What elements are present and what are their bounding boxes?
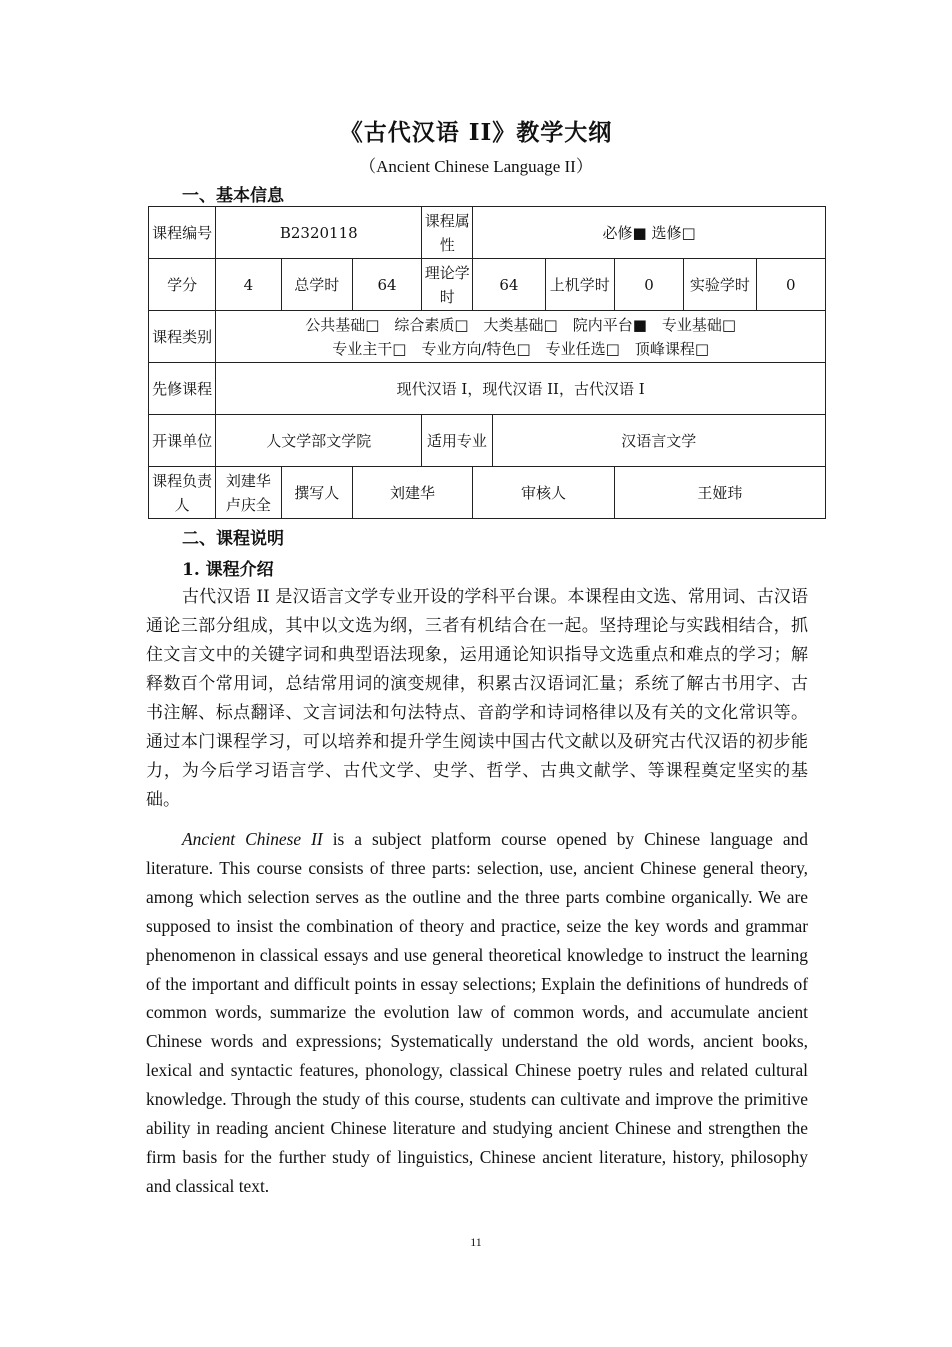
course-category-label: 课程类别 [149,311,216,363]
table-row [149,467,826,519]
table-row [149,259,826,311]
lab-hours-value: 0 [756,259,825,311]
computer-hours-value: 0 [614,259,683,311]
course-attribute-value: 必修■ 选修□ [473,207,826,259]
prerequisite-value: 现代汉语 I，现代汉语 II，古代汉语 I [216,363,826,415]
document-subtitle: （Ancient Chinese Language II） [359,157,593,176]
course-intro-english [146,825,808,1201]
section-heading-course-description: 二、课程说明 [182,529,284,549]
table-row [149,363,826,415]
basic-info-table [148,206,826,519]
category-line-2: 专业主干□ 专业方向/特色□ 专业任选□ 顶峰课程□ [332,339,710,358]
computer-hours-label: 上机学时 [545,259,614,311]
prerequisite-label: 先修课程 [149,363,216,415]
reviewer-label: 审核人 [473,467,615,519]
course-code-label: 课程编号 [149,207,216,259]
theory-hours-label: 理论学时 [422,259,473,311]
reviewer-value: 王娅玮 [614,467,825,519]
course-attribute-label: 课程属性 [422,207,473,259]
writer-label: 撰写人 [281,467,352,519]
course-leader-name-2: 卢庆全 [225,495,271,514]
course-code-value: B2320118 [216,207,422,259]
table-row [149,207,826,259]
page-number: 11 [470,1235,482,1249]
course-leader-label: 课程负责人 [149,467,216,519]
table-row [149,415,826,467]
theory-hours-value: 64 [473,259,545,311]
total-hours-label: 总学时 [281,259,352,311]
document-title: 《古代汉语 II》教学大纲 [339,119,613,146]
course-name-italic: Ancient Chinese II [182,829,323,849]
offering-unit-label: 开课单位 [149,415,216,467]
category-line-1: 公共基础□ 综合素质□ 大类基础□ 院内平台■ 专业基础□ [305,315,737,334]
subsection-heading-course-intro: 1. 课程介绍 [182,560,274,580]
credit-label: 学分 [149,259,216,311]
course-leader-value [216,467,281,519]
total-hours-value: 64 [352,259,421,311]
course-leader-name-1: 刘建华 [225,471,271,490]
lab-hours-label: 实验学时 [684,259,756,311]
writer-value: 刘建华 [352,467,472,519]
course-intro-chinese: 古代汉语 II 是汉语言文学专业开设的学科平台课。本课程由文选、常用词、古汉语通论三部分组成，其中以文选为纲，三者有机结合在一起。坚持理论与实践相结合，抓住文言文中的关键字词和典型语法现象，运用通论知识指导文选重点和难点的学习；解释数百个常用词，总结常用词的演变规律，积累古汉语词汇量；系统了解古书用字、古书注解、标点翻译、文言词法和句法特点、音韵学和诗词格律以及有关的文化常识等。通过本门课程学习，可以培养和提升学生阅读中国古代文献以及研究古代汉语的初步能力，为今后学习语言学、古代文学、史学、哲学、古典文献学、等课程奠定坚实的基础。 [146,587,808,810]
applicable-major-value: 汉语言文学 [492,415,825,467]
offering-unit-value: 人文学部文学院 [216,415,422,467]
table-row [149,311,826,363]
applicable-major-label: 适用专业 [422,415,492,467]
course-intro-english-text: is a subject platform course opened by Chinese language and literature. This course consists of three parts: selection, use, ancient Chinese general theory, among which selection serves as the outline and the three parts combine organically. We are supposed to insist the combination of theory and practice, seize the key words and grammar phenomenon in classical essays and use general theoretical knowledge to instruct the learning of the important and difficult points in essay selections; Explain the definitions of hundreds of common words, summarize the evolution law of common words, and accumulate ancient Chinese words and expressions; Systematically understand the old words, ancient books, lexical and syntactic features, phonology, classical Chinese poetry rules and related cultural knowledge. Through the study of this course, students can cultivate and improve the primitive ability in reading ancient Chinese literature and studying ancient Chinese and strengthen the firm basis for the further study of linguistics, Chinese ancient literature, history, philosophy and classical text. [146,829,809,1196]
course-category-value [216,311,826,363]
credit-value: 4 [216,259,281,311]
section-heading-basic-info: 一、基本信息 [182,186,284,206]
